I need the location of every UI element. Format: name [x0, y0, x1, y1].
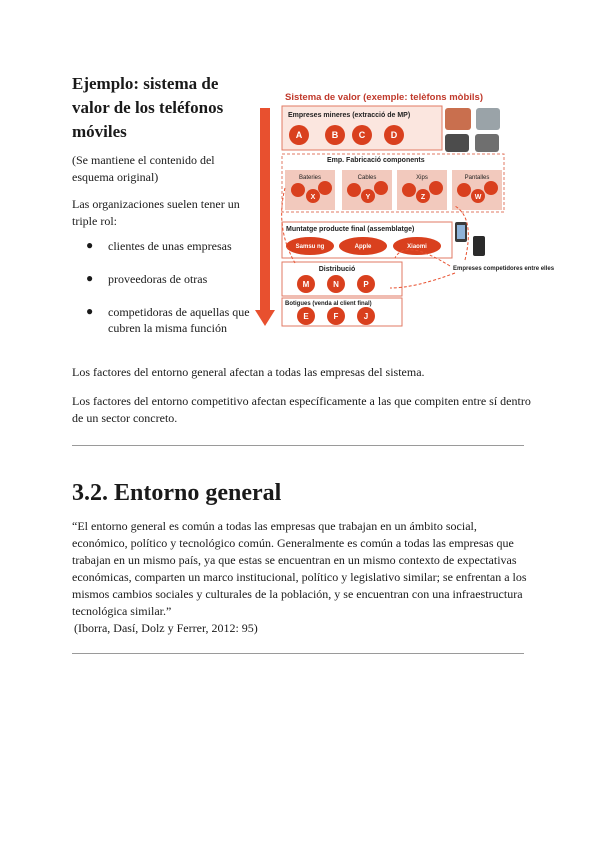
manufacturing-label: Emp. Fabricació components	[327, 157, 425, 164]
quote-paragraph: “El entorno general es común a todas las empresas que trabajan en un ámbito social, económico, político y tecnológico común. Generalmente es común a todas las empresas que trabajan en un mismo país, ya que estas se encuentran en un mismo contexto de expectativas económicas, comparten un marco institucional, político y legislativo similar; se enfrentan a los mismos cambios sociales y culturales de la población, y se encuentran con una infraestructura tecnológica similar.”	[72, 519, 527, 618]
value-system-diagram	[255, 88, 555, 330]
group-label-xips: Xips	[416, 175, 428, 181]
bullet-icon: ●	[86, 271, 94, 285]
node-b: B	[331, 130, 339, 140]
distribution-nodes	[297, 275, 375, 293]
node-f: F	[333, 312, 339, 321]
list-item: ● clientes de unas empresas	[86, 238, 232, 253]
list-item: ● proveedoras de otras	[86, 271, 208, 286]
group-label-pantalles: Pantalles	[464, 175, 490, 181]
node-p: P	[363, 280, 369, 289]
competitors-note: Empreses competidores entre elles	[453, 266, 555, 272]
node-x: X	[310, 194, 316, 201]
brand-nodes	[286, 237, 441, 255]
flow-arrow-icon	[255, 108, 275, 326]
node-j: J	[363, 312, 369, 321]
example-note: (Se mantiene el contenido del esquema original)	[72, 153, 215, 184]
brand-samsung: Samsu ng	[295, 244, 325, 250]
diagram-title: Sistema de valor (exemple: telèfons mòbils)	[285, 92, 483, 103]
brand-apple: Apple	[354, 244, 372, 250]
roles-list	[72, 238, 262, 353]
node-y: Y	[365, 194, 371, 201]
divider	[72, 653, 524, 654]
node-w: W	[474, 194, 482, 201]
node-n: N	[333, 280, 339, 289]
group-label-cables: Cables	[357, 175, 377, 181]
phones-image	[455, 222, 485, 256]
node-c: C	[358, 130, 366, 140]
assembly-label: Muntatge producte final (assemblatge)	[286, 226, 415, 233]
group-label-bateries: Bateries	[298, 175, 322, 181]
node-m: M	[302, 280, 310, 289]
node-z: Z	[420, 194, 426, 201]
section-heading: 3.2. Entorno general	[72, 480, 282, 506]
example-intro: Las organizaciones suelen tener un triple rol:	[72, 197, 240, 228]
bullet-icon: ●	[86, 238, 94, 252]
example-heading: Ejemplo: sistema de valor de los teléfonos móviles	[72, 74, 224, 141]
minerals-image	[445, 108, 500, 152]
node-a: A	[295, 130, 303, 140]
citation: (Iborra, Dasí, Dolz y Ferrer, 2012: 95)	[74, 621, 258, 635]
list-item: ● competidoras de aquellas que cubren la misma función	[86, 304, 250, 335]
retail-nodes	[297, 307, 375, 325]
node-e: E	[303, 312, 309, 321]
brand-xiaomi: Xiaomi	[407, 244, 427, 250]
competitive-environment-paragraph: Los factores del entorno competitivo afectan específicamente a las que compiten entre sí dentro de un sector concreto.	[72, 394, 531, 425]
node-d: D	[390, 130, 398, 140]
bullet-icon: ●	[86, 304, 94, 318]
distribution-label: Distribució	[318, 266, 356, 273]
mining-label: Empreses mineres (extracció de MP)	[288, 112, 411, 119]
retail-label: Botigues (venda al client final)	[285, 301, 372, 307]
divider	[72, 445, 524, 446]
general-environment-paragraph: Los factores del entorno general afectan a todas las empresas del sistema.	[72, 365, 425, 379]
